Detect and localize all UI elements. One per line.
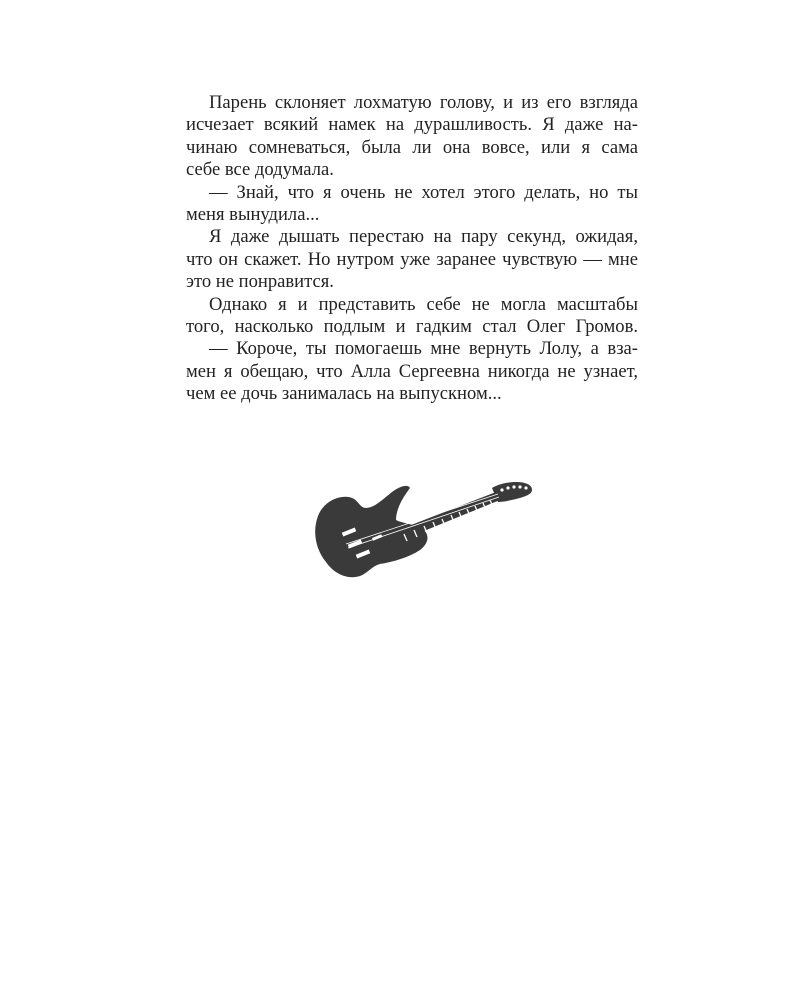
text-line: исчезает всякий намек на дурашливость. Я даже на- — [186, 114, 638, 136]
electric-guitar-icon — [312, 478, 534, 582]
text-line: это не понравится. — [186, 271, 334, 293]
text-line: Однако я и представить себе не могла масштабы — [209, 293, 638, 315]
text-line: себе все додумала. — [186, 159, 334, 181]
text-line: — Короче, ты помогаешь мне вернуть Лолу, а вза- — [209, 338, 638, 360]
text-line: Парень склоняет лохматую голову, и из его взгляда — [209, 92, 638, 113]
text-line: чинаю сомневаться, была ли она вовсе, или я сама — [186, 136, 638, 158]
text-line: чем ее дочь занималась на выпускном... — [186, 383, 502, 405]
text-line: того, насколько подлым и гадким стал Олег Громов. — [186, 315, 638, 337]
text-line: — Знай, что я очень не хотел этого делать, но ты — [209, 181, 638, 203]
text-line: меня вынудила... — [186, 203, 320, 225]
text-line: Я даже дышать перестаю на пару секунд, ожидая, — [209, 226, 638, 248]
body-text — [186, 92, 638, 405]
text-line: мен я обещаю, что Алла Сергеевна никогда не узнает, — [186, 360, 638, 382]
text-line: что он скажет. Но нутром уже заранее чувствую — мне — [186, 248, 638, 270]
